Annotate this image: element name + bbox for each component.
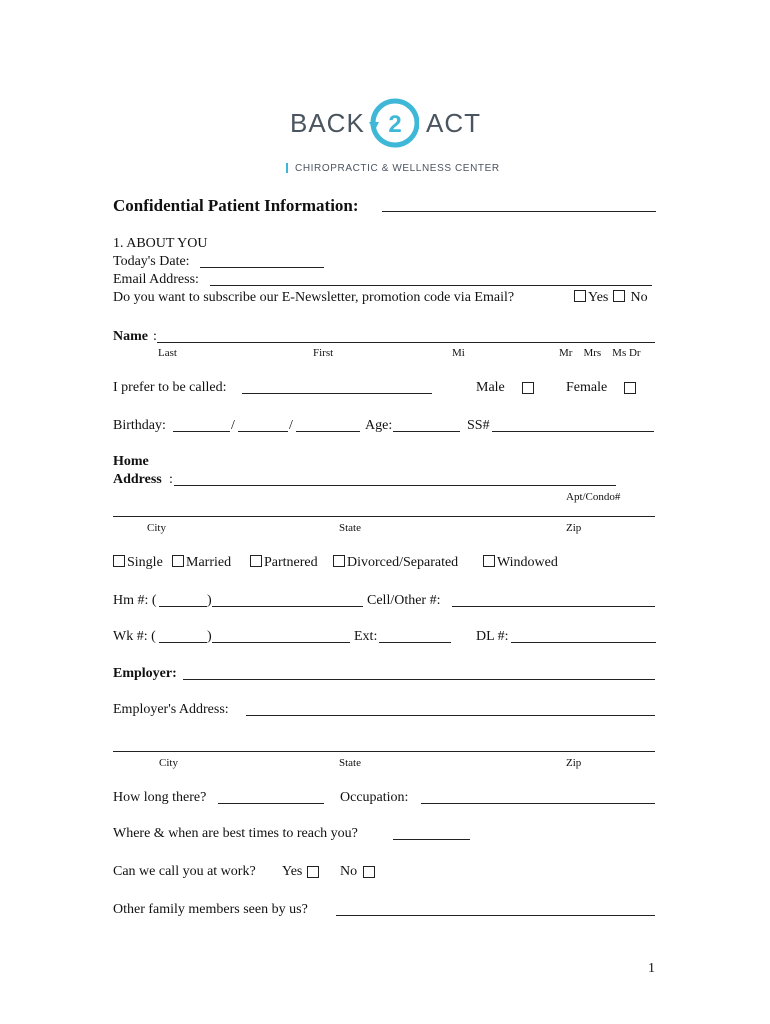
call-work-yes-checkbox[interactable] xyxy=(307,866,319,878)
state-label: State xyxy=(339,522,361,534)
email-field[interactable] xyxy=(210,285,652,286)
divorced-label: Divorced/Separated xyxy=(347,555,459,570)
newsletter-question: Do you want to subscribe our E-Newsletter, promotion code via Email? xyxy=(113,290,515,305)
name-label: Name xyxy=(113,329,148,344)
city-state-zip-field[interactable] xyxy=(113,516,655,517)
hm-area-code-field[interactable] xyxy=(159,606,207,607)
dl-label: DL #: xyxy=(476,629,509,644)
ext-label: Ext: xyxy=(354,629,378,644)
todays-date-field[interactable] xyxy=(200,267,324,268)
todays-date-label: Today's Date: xyxy=(113,254,190,269)
employer-city-state-zip-field[interactable] xyxy=(113,751,655,752)
age-label: Age: xyxy=(365,418,393,433)
ss-label: SS# xyxy=(467,418,490,433)
family-field[interactable] xyxy=(336,915,655,916)
logo-circle-icon xyxy=(367,92,419,154)
male-checkbox[interactable] xyxy=(522,382,534,394)
email-label: Email Address: xyxy=(113,272,199,287)
birthday-slash: / xyxy=(289,418,293,433)
how-long-label: How long there? xyxy=(113,790,207,805)
married-label: Married xyxy=(186,555,232,570)
marital-partnered[interactable] xyxy=(250,554,318,572)
hm-label: Hm #: ( xyxy=(113,593,157,608)
form-title: Confidential Patient Information: xyxy=(113,196,359,215)
employer-address-field[interactable] xyxy=(246,715,655,716)
wk-area-code-field[interactable] xyxy=(159,642,207,643)
windowed-checkbox[interactable] xyxy=(483,555,495,567)
ext-field[interactable] xyxy=(379,642,451,643)
marital-windowed[interactable] xyxy=(483,554,558,572)
call-work-yes-label: Yes xyxy=(282,864,303,879)
employer-zip-label: Zip xyxy=(566,757,582,769)
marital-divorced[interactable] xyxy=(333,554,458,572)
logo-number: 2 xyxy=(388,111,402,138)
best-times-field[interactable] xyxy=(393,839,470,840)
wk-paren: ) xyxy=(207,629,212,644)
female-label: Female xyxy=(566,380,608,395)
cell-label: Cell/Other #: xyxy=(367,593,441,608)
occupation-label: Occupation: xyxy=(340,790,409,805)
logo-tagline: CHIROPRACTIC & WELLNESS CENTER xyxy=(295,163,500,174)
city-label: City xyxy=(147,522,166,534)
name-field[interactable] xyxy=(157,342,655,343)
birthday-day-field[interactable] xyxy=(238,431,288,432)
birthday-year-field[interactable] xyxy=(296,431,360,432)
divorced-checkbox[interactable] xyxy=(333,555,345,567)
section-heading: 1. ABOUT YOU xyxy=(113,236,208,251)
home-address-field[interactable] xyxy=(174,485,616,486)
name-first-label: First xyxy=(313,347,334,359)
male-label: Male xyxy=(476,380,505,395)
single-checkbox[interactable] xyxy=(113,555,125,567)
call-work-no-label: No xyxy=(340,864,358,879)
page-number: 1 xyxy=(648,961,655,976)
employer-city-label: City xyxy=(159,757,178,769)
birthday-label: Birthday: xyxy=(113,418,166,433)
employer-state-label: State xyxy=(339,757,361,769)
call-work-no-checkbox[interactable] xyxy=(363,866,375,878)
home-label: Home xyxy=(113,454,149,469)
employer-field[interactable] xyxy=(183,679,655,680)
female-checkbox[interactable] xyxy=(624,382,636,394)
logo-divider xyxy=(286,163,288,173)
newsletter-yes[interactable] xyxy=(574,289,608,307)
partnered-label: Partnered xyxy=(264,555,318,570)
name-mi-label: Mi xyxy=(452,347,465,359)
employer-label: Employer: xyxy=(113,666,177,681)
preferred-name-label: I prefer to be called: xyxy=(113,380,227,395)
how-long-field[interactable] xyxy=(218,803,324,804)
hm-number-field[interactable] xyxy=(212,606,363,607)
dl-field[interactable] xyxy=(511,642,656,643)
newsletter-no[interactable] xyxy=(613,289,648,307)
windowed-label: Windowed xyxy=(497,555,558,570)
zip-label: Zip xyxy=(566,522,582,534)
call-work-label: Can we call you at work? xyxy=(113,864,256,879)
newsletter-yes-label: Yes xyxy=(588,290,609,305)
apt-label: Apt/Condo# xyxy=(566,491,621,503)
hm-paren: ) xyxy=(207,593,212,608)
newsletter-no-label: No xyxy=(630,290,648,305)
newsletter-yes-checkbox[interactable] xyxy=(574,290,586,302)
marital-married[interactable] xyxy=(172,554,231,572)
best-times-label: Where & when are best times to reach you? xyxy=(113,826,358,841)
wk-label: Wk #: ( xyxy=(113,629,156,644)
logo-act-text: ACT xyxy=(426,108,481,138)
newsletter-no-checkbox[interactable] xyxy=(613,290,625,302)
birthday-slash: / xyxy=(231,418,235,433)
family-label: Other family members seen by us? xyxy=(113,902,308,917)
title-underline xyxy=(382,211,656,212)
ss-field[interactable] xyxy=(492,431,654,432)
married-checkbox[interactable] xyxy=(172,555,184,567)
birthday-month-field[interactable] xyxy=(173,431,230,432)
employer-address-label: Employer's Address: xyxy=(113,702,229,717)
single-label: Single xyxy=(127,555,163,570)
logo-back-text: BACK xyxy=(290,108,365,138)
preferred-name-field[interactable] xyxy=(242,393,432,394)
name-titles-label: Mr Mrs Ms Dr xyxy=(559,347,641,359)
wk-number-field[interactable] xyxy=(212,642,350,643)
address-label: Address xyxy=(113,472,162,487)
age-field[interactable] xyxy=(393,431,460,432)
marital-single[interactable] xyxy=(113,554,163,572)
partnered-checkbox[interactable] xyxy=(250,555,262,567)
name-last-label: Last xyxy=(158,347,177,359)
occupation-field[interactable] xyxy=(421,803,655,804)
cell-field[interactable] xyxy=(452,606,655,607)
